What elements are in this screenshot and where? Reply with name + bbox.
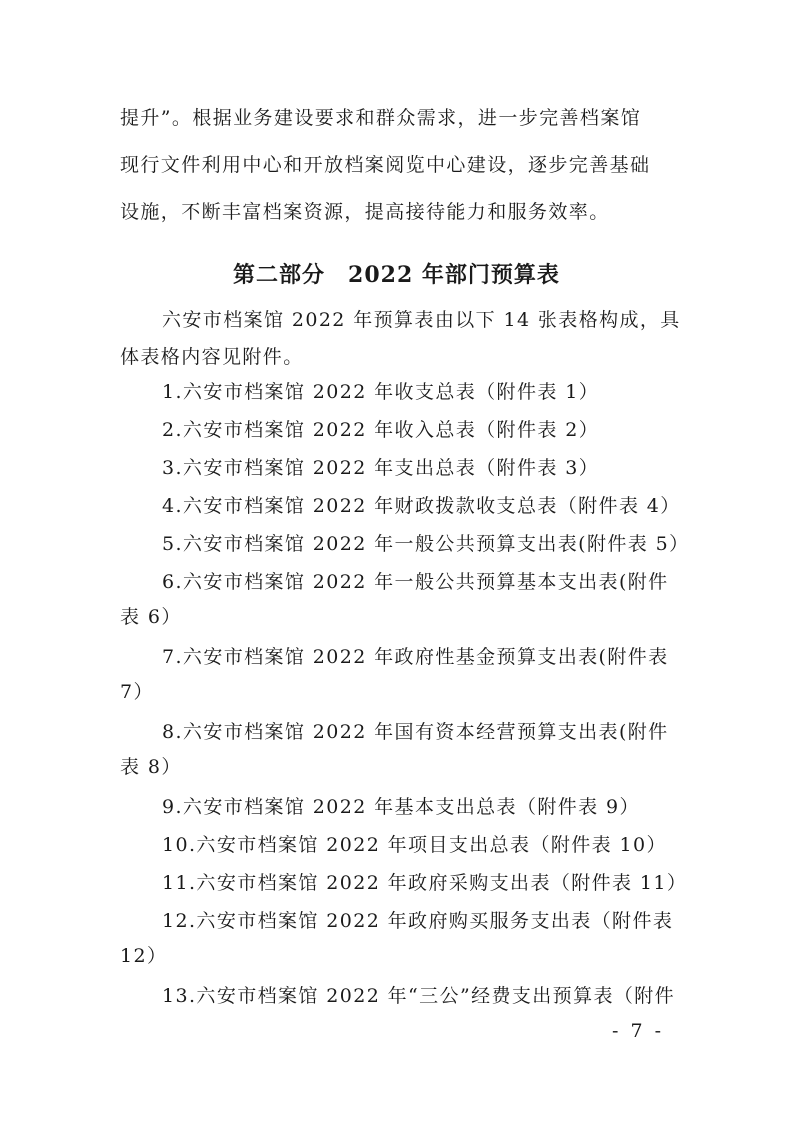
list-item-7-continued: 7） [120, 681, 154, 703]
list-item-3: 3.六安市档案馆 2022 年支出总表（附件表 3） [162, 457, 600, 479]
list-item-8: 8.六安市档案馆 2022 年国有资本经营预算支出表(附件 [162, 721, 669, 743]
list-item-8-continued: 表 8） [120, 756, 182, 778]
list-item-7: 7.六安市档案馆 2022 年政府性基金预算支出表(附件表 [162, 646, 669, 668]
list-item-6: 6.六安市档案馆 2022 年一般公共预算基本支出表(附件 [162, 571, 669, 593]
list-item-9: 9.六安市档案馆 2022 年基本支出总表（附件表 9） [162, 796, 640, 818]
page-number: - 7 - [612, 1020, 665, 1042]
summary-line-1: 六安市档案馆 2022 年预算表由以下 14 张表格构成，具 [162, 309, 681, 331]
list-item-6-continued: 表 6） [120, 606, 182, 628]
list-item-2: 2.六安市档案馆 2022 年收入总表（附件表 2） [162, 419, 600, 441]
list-item-12-continued: 12） [120, 945, 168, 967]
summary-line-2: 体表格内容见附件。 [120, 346, 304, 368]
list-item-5: 5.六安市档案馆 2022 年一般公共预算支出表(附件表 5） [162, 533, 690, 555]
section-heading: 第二部分 2022 年部门预算表 [233, 262, 560, 288]
intro-line-2: 现行文件利用中心和开放档案阅览中心建设，逐步完善基础 [120, 154, 651, 176]
intro-line-1: 提升”。根据业务建设要求和群众需求，进一步完善档案馆 [120, 107, 642, 129]
list-item-11: 11.六安市档案馆 2022 年政府采购支出表（附件表 11） [162, 872, 688, 894]
list-item-4: 4.六安市档案馆 2022 年财政拨款收支总表（附件表 4） [162, 495, 681, 517]
list-item-1: 1.六安市档案馆 2022 年收支总表（附件表 1） [162, 381, 600, 403]
intro-line-3: 设施，不断丰富档案资源，提高接待能力和服务效率。 [120, 201, 610, 223]
list-item-12: 12.六安市档案馆 2022 年政府购买服务支出表（附件表 [162, 910, 674, 932]
list-item-13: 13.六安市档案馆 2022 年“三公”经费支出预算表（附件 [162, 985, 676, 1007]
list-item-10: 10.六安市档案馆 2022 年项目支出总表（附件表 10） [162, 834, 667, 856]
